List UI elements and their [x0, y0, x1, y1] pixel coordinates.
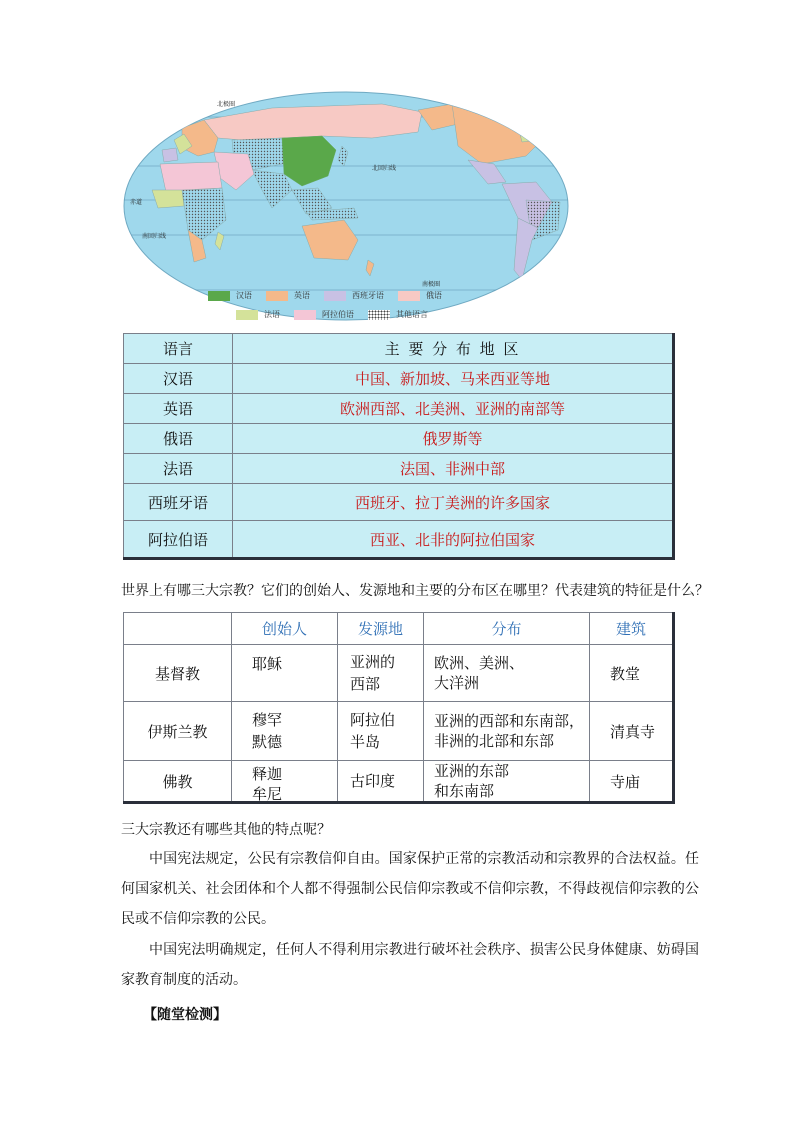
founder-cell: [232, 702, 338, 761]
region-cell: 欧洲西部、北美洲、亚洲的南部等: [233, 394, 674, 424]
legend-item-english: [266, 290, 310, 301]
founder-line: 释迦: [252, 765, 283, 783]
legend-swatch: [398, 291, 420, 301]
map-legend: [208, 289, 508, 327]
region-cell: 西亚、北非的阿拉伯国家: [233, 521, 674, 559]
north-africa: [160, 162, 222, 192]
legend-label: 汉语: [236, 291, 252, 300]
region-cell: 中国、新加坡、马来西亚等地: [233, 364, 674, 394]
legend-label: 其他语言: [396, 310, 428, 319]
founder-line: 穆罕: [252, 711, 283, 729]
religion-name: 基督教: [124, 645, 232, 702]
religion-question: 世界上有哪三大宗教？它们的创始人、发源地和主要的分布区在哪里？代表建筑的特征是什么？: [121, 583, 709, 599]
origin-line: 古印度: [350, 772, 396, 790]
distribution-cell: [424, 761, 590, 803]
founder-cell: [232, 761, 338, 803]
map-label-antarctic: 南极圈: [422, 281, 441, 288]
distribution-line: 非洲的北部和东部: [434, 732, 555, 750]
origin-line: 亚洲的: [350, 653, 396, 671]
world-language-map: [122, 90, 570, 322]
table-row: [124, 645, 674, 702]
header-language: 语言: [124, 334, 233, 364]
paragraph-freedom: 中国宪法规定，公民有宗教信仰自由。国家保护正常的宗教活动和宗教界的合法权益。任何国家机关、社会团体和个人都不得强制公民信仰宗教或不信仰宗教，不得歧视信仰宗教的公民或不信仰宗教的公民。: [121, 851, 699, 927]
legend-item-spanish: [324, 290, 384, 301]
legend-swatch: [236, 310, 258, 320]
founder-line: 牟尼: [252, 785, 283, 803]
founder-clip: [252, 761, 337, 801]
language-cell: 法语: [124, 454, 233, 484]
legend-row-2: [236, 308, 508, 321]
religion-name: 佛教: [124, 761, 232, 803]
table-row: [124, 394, 674, 424]
legend-label: 俄语: [426, 291, 442, 300]
founder-line: 默德: [252, 733, 283, 751]
language-cell: 英语: [124, 394, 233, 424]
founder-cell: [232, 645, 338, 702]
table-row: [124, 484, 674, 521]
table-row: [124, 521, 674, 559]
region-cell: 法国、非洲中部: [233, 454, 674, 484]
building-cell: 清真寺: [590, 702, 674, 761]
legend-item-chinese: [208, 290, 252, 301]
legend-label: 法语: [264, 310, 280, 319]
origin-line: 半岛: [350, 733, 381, 751]
region-cell: 西班牙、拉丁美洲的许多国家: [233, 484, 674, 521]
header-empty: [124, 613, 232, 645]
religion-name: 伊斯兰教: [124, 702, 232, 761]
legend-item-arabic: [294, 309, 354, 320]
legend-swatch: [368, 310, 390, 320]
language-cell: 阿拉伯语: [124, 521, 233, 559]
header-distribution: 分布: [424, 613, 590, 645]
quebec: [518, 124, 540, 142]
legend-item-french: [236, 309, 280, 320]
paragraph-law: 中国宪法明确规定，任何人不得利用宗教进行破坏社会秩序、损害公民身体健康、妨碍国家教育制度的活动。: [121, 942, 699, 988]
map-label-tropic-capricorn: 南回归线: [142, 233, 167, 240]
map-label-arctic: 北极圈: [217, 101, 236, 108]
legend-swatch: [266, 291, 288, 301]
table-row: [124, 761, 674, 803]
distribution-line: 大洋洲: [434, 674, 480, 692]
legend-swatch: [324, 291, 346, 301]
iberia: [162, 148, 178, 162]
table-header-row: [124, 613, 674, 645]
distribution-line: 亚洲的西部和东南部，: [434, 712, 585, 730]
language-distribution-table: [123, 333, 675, 560]
legend-label: 英语: [294, 291, 310, 300]
language-cell: 汉语: [124, 364, 233, 394]
table-header-row: [124, 334, 674, 364]
origin-cell: [338, 645, 424, 702]
language-cell: 西班牙语: [124, 484, 233, 521]
religion-table: [123, 612, 675, 804]
language-cell: 俄语: [124, 424, 233, 454]
building-cell: 教堂: [590, 645, 674, 702]
building-cell: 寺庙: [590, 761, 674, 803]
founder-line: 耶稣: [252, 655, 283, 673]
distribution-line: 欧洲、美洲、: [434, 654, 525, 672]
legend-label: 西班牙语: [352, 291, 384, 300]
table-row: [124, 702, 674, 761]
legend-item-other: [368, 309, 428, 320]
table-row: [124, 424, 674, 454]
table-row: [124, 454, 674, 484]
header-origin: 发源地: [338, 613, 424, 645]
origin-line: 阿拉伯: [350, 711, 396, 729]
origin-line: 西部: [350, 675, 381, 693]
map-svg: [122, 90, 570, 322]
distribution-cell: [424, 702, 590, 761]
table-row: [124, 364, 674, 394]
legend-item-russian: [398, 290, 442, 301]
distribution-line: 和东南部: [434, 782, 495, 800]
map-label-tropic-cancer: 北回归线: [372, 165, 397, 172]
legend-label: 阿拉伯语: [322, 310, 354, 319]
legend-row-1: [208, 289, 508, 302]
header-founder: 创始人: [232, 613, 338, 645]
legend-swatch: [294, 310, 316, 320]
map-label-equator: 赤道: [130, 199, 143, 206]
religion-note: 三大宗教还有哪些其他的特点呢？: [121, 822, 331, 838]
section-heading-check: 【随堂检测】: [143, 1007, 227, 1023]
header-building: 建筑: [590, 613, 674, 645]
distribution-cell: [424, 645, 590, 702]
origin-cell: [338, 702, 424, 761]
header-region: 主 要 分 布 地 区: [233, 334, 674, 364]
origin-cell: [338, 761, 424, 803]
region-cell: 俄罗斯等: [233, 424, 674, 454]
distribution-line: 亚洲的东部: [434, 762, 510, 780]
legend-swatch: [208, 291, 230, 301]
